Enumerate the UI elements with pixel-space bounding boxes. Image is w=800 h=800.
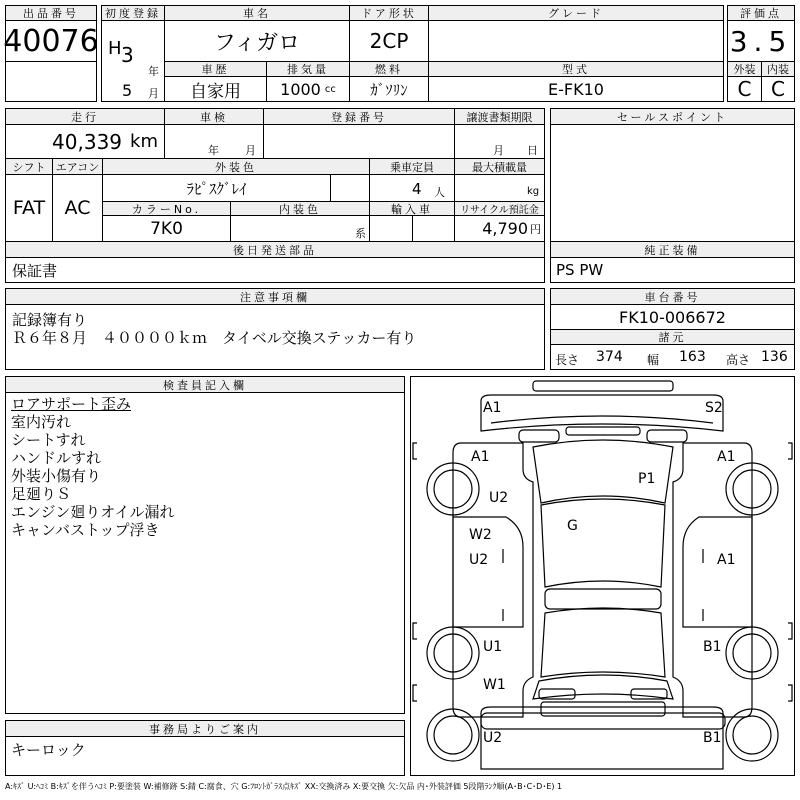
inspector-box — [5, 392, 405, 714]
inspector-line: エンジン廻りオイル漏れ — [11, 503, 175, 521]
inspector-line: 足廻りＳ — [11, 485, 72, 503]
damage-mark: U1 — [483, 639, 503, 655]
car-name-label: 車名 — [164, 5, 350, 21]
mileage: 40,339 — [52, 129, 123, 154]
inspector-line: 室内汚れ — [11, 413, 72, 431]
inspector-line: 外装小傷有り — [11, 467, 102, 485]
mileage-label: 走行 — [5, 108, 165, 125]
insp-year-unit: 年 — [208, 144, 219, 157]
era: H — [108, 38, 122, 59]
doors-label: ドア形状 — [349, 5, 429, 21]
damage-mark: U2 — [483, 730, 503, 746]
import-cell-b — [412, 215, 455, 242]
transfer-day-unit: 日 — [527, 144, 538, 157]
damage-mark: A1 — [717, 449, 736, 465]
ext-color: ﾗﾋﾟｽｸﾞﾚｲ — [102, 174, 331, 202]
mileage-box — [5, 124, 165, 159]
displacement-box — [266, 76, 350, 102]
lot-no-label: 出品番号 — [5, 5, 97, 21]
equipment-label: 純正装備 — [550, 241, 795, 258]
max-load-unit: kg — [527, 186, 540, 197]
sales-point-label: セールスポイント — [550, 108, 795, 125]
displacement-label: 排気量 — [266, 61, 350, 77]
reg-no-label: 登録番号 — [263, 108, 455, 125]
lot-no: 40076 — [5, 20, 97, 62]
length: 374 — [596, 349, 623, 365]
score-label: 評価点 — [727, 5, 795, 21]
height: 136 — [761, 349, 788, 365]
first-reg-label: 初度登録 — [101, 5, 165, 21]
office-label: 事務局よりご案内 — [5, 720, 405, 737]
insp-month-unit: 月 — [245, 144, 256, 157]
lot-no-blank — [5, 61, 97, 102]
later-parts: 保証書 — [5, 257, 545, 283]
recycle-box — [454, 215, 545, 242]
car-diagram — [410, 376, 795, 776]
model: E-FK10 — [428, 76, 724, 102]
capacity-label: 乗車定員 — [369, 158, 455, 175]
damage-mark: W2 — [469, 527, 492, 543]
color-no-label: カラーNo. — [102, 201, 231, 216]
score: 3.5 — [727, 20, 795, 62]
import-label: 輸入車 — [369, 201, 455, 216]
reg-year: 3 — [121, 43, 134, 67]
max-load-box — [454, 174, 545, 202]
notes-box — [5, 304, 545, 370]
ext-color-label: 外装色 — [102, 158, 370, 175]
reg-no — [263, 124, 455, 159]
legend: A:ｷｽﾞ U:ﾍｺﾐ B:ｷｽﾞを伴うﾍｺﾐ P:要塗装 W:補修跡 S:錆 C:腐食、穴 G:ﾌﾛﾝﾄｶﾞﾗｽ点ｷｽﾞ XX:交換済み X:要交換 欠:欠品 内･外装評価 5段階ﾗﾝｸ順(A･B･C･D･E) 1 — [5, 782, 563, 791]
history: 自家用 — [164, 76, 267, 102]
width-label: 幅 — [647, 353, 660, 367]
transfer-label: 譲渡書類期限 — [454, 108, 545, 125]
model-label: 型式 — [428, 61, 724, 77]
year-unit: 年 — [148, 65, 159, 78]
notes-line: Ｒ６年８月 ４００００ｋｍ タイベル交換ステッカー有り — [12, 329, 417, 347]
reg-month: 5 — [122, 81, 133, 100]
damage-mark: A1 — [717, 552, 736, 568]
max-load-label: 最大積載量 — [454, 158, 545, 175]
inspection-label: 車検 — [164, 108, 264, 125]
office-info: キーロック — [5, 736, 405, 776]
capacity-box — [369, 174, 455, 202]
damage-mark: U2 — [489, 490, 509, 506]
displacement-unit: cc — [324, 83, 336, 95]
int-color-unit: 系 — [355, 227, 366, 240]
damage-mark: A1 — [483, 400, 502, 416]
damage-mark: W1 — [483, 677, 506, 693]
damage-mark: G — [567, 518, 578, 534]
displacement: 1000 — [280, 79, 321, 99]
doors: 2CP — [349, 20, 429, 62]
ac: AC — [52, 174, 103, 242]
capacity-unit: 人 — [434, 186, 445, 199]
shift-label: シフト — [5, 158, 53, 175]
damage-mark: B1 — [703, 730, 722, 746]
interior-label: 内装 — [761, 61, 795, 77]
inspector-line: シートすれ — [11, 431, 86, 449]
height-label: 高さ — [726, 353, 751, 367]
first-reg-box — [101, 20, 165, 102]
sales-point-box — [550, 124, 795, 242]
exterior-label: 外装 — [727, 61, 762, 77]
inspector-line: ハンドルすれ — [11, 449, 102, 467]
inspector-line: キャンバストップ浮き — [11, 521, 160, 539]
transfer-month-unit: 月 — [493, 144, 504, 157]
width: 163 — [679, 349, 706, 365]
damage-mark: B1 — [703, 639, 722, 655]
dims-label: 諸元 — [550, 329, 795, 345]
shift: FAT — [5, 174, 53, 242]
chassis-label: 車台番号 — [550, 288, 795, 305]
inspector-label: 検査員記入欄 — [5, 376, 405, 393]
car-outline — [411, 377, 794, 775]
length-label: 長さ — [555, 353, 580, 367]
interior-score: C — [761, 76, 795, 102]
damage-mark: A1 — [471, 449, 490, 465]
damage-mark: P1 — [638, 471, 656, 487]
exterior-score: C — [727, 76, 762, 102]
car-name: フィガロ — [164, 20, 350, 62]
grade — [428, 20, 724, 62]
int-color-label: 内装色 — [230, 201, 370, 216]
transfer-box — [454, 124, 545, 159]
later-parts-label: 後日発送部品 — [5, 241, 545, 258]
inspector-line: ロアサポート歪み — [11, 395, 132, 413]
equipment: PS PW — [550, 257, 795, 283]
ac-label: エアコン — [52, 158, 103, 175]
chassis-no: FK10-006672 — [550, 304, 795, 330]
fuel-label: 燃料 — [349, 61, 429, 77]
inspection-box — [164, 124, 264, 159]
recycle-label: リサイクル預託金 — [454, 201, 545, 216]
damage-mark: S2 — [705, 400, 723, 416]
damage-mark: U2 — [469, 552, 489, 568]
dims-box — [550, 344, 795, 370]
int-color-box — [230, 215, 370, 242]
fuel: ｶﾞｿﾘﾝ — [349, 76, 429, 102]
color-no: 7K0 — [102, 215, 231, 242]
notes-line: 記録簿有り — [12, 311, 88, 329]
recycle-unit: 円 — [530, 222, 541, 236]
notes-label: 注意事項欄 — [5, 288, 545, 305]
ext-color-blank — [330, 174, 370, 202]
recycle: 4,790 — [482, 219, 528, 238]
history-label: 車歴 — [164, 61, 267, 77]
grade-label: グレード — [428, 5, 724, 21]
month-unit: 月 — [148, 87, 159, 100]
mileage-unit: km — [130, 131, 158, 152]
import-cell-a — [369, 215, 413, 242]
capacity: 4 — [412, 180, 422, 198]
